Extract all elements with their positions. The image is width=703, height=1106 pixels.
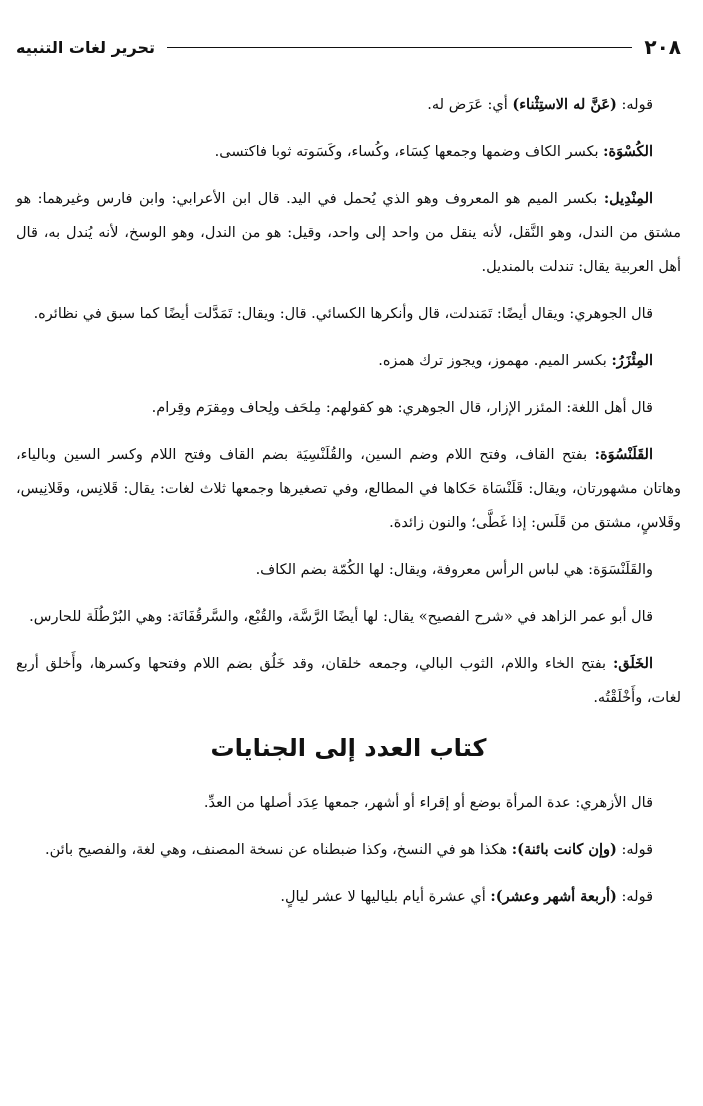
paragraph-text: هكذا هو في النسخ، وكذا ضبطناه عن نسخة المصنف، وهي لغة، والفصيح بائن. <box>45 842 508 858</box>
headword: القَلَنْسُوَة: <box>594 446 654 463</box>
headword: (وإن كانت بائنة): <box>511 841 617 858</box>
paragraph-text: بفتح القاف، وفتح اللام وضم السين، والقُلَنْسِيَة بضم القاف وفتح اللام وكسر السين وبالياء، وهاتان مشهورتان، ويقال: قَلَنْسَاة حَكاها في المطالع، وفي تصغيرها وجمعها ثلاث لغات: يقال: قَلانِس، وقَلانِيس، وقَلاسٍ، مشتق من قَلَس: إذا غَطَّى؛ والنون زائدة. <box>16 447 681 531</box>
page-number: ٢٠٨ <box>644 35 681 59</box>
paragraph-text: قال أبو عمر الزاهد في «شرح الفصيح» يقال: لها أيضًا الرَّسَّة، والقُبْع، والسَّرقُفَانَة: وهي البُرْطُلَة للحارس. <box>29 609 653 625</box>
paragraph <box>16 833 681 867</box>
headword: (أربعة أشهر وعشر): <box>490 888 617 905</box>
paragraph-text: بفتح الخاء واللام، الثوب البالي، وجمعه خلقان، وقد خَلُق بضم اللام وفتحها وكسرها، وأَخلق أربع لغات، وأَخْلَقْتُه. <box>16 656 681 706</box>
paragraph <box>16 786 681 820</box>
paragraph <box>16 553 681 587</box>
paragraph <box>16 88 681 122</box>
headword: المِنْدِيل: <box>603 190 654 207</box>
running-header <box>16 30 681 64</box>
paragraph <box>16 438 681 540</box>
paragraph <box>16 600 681 634</box>
lead-text: قوله: <box>621 97 653 113</box>
paragraph-text: بكسر الميم. مهموز، ويجوز ترك همزه. <box>378 353 607 369</box>
paragraph <box>16 344 681 378</box>
book-title: تحرير لغات التنبيه <box>16 37 156 57</box>
headword: المِئْزَرُ: <box>611 352 653 369</box>
paragraph <box>16 182 681 284</box>
lead-text: قوله: <box>621 842 653 858</box>
headword: الخَلَق: <box>612 655 653 672</box>
paragraph-text: بكسر الميم هو المعروف وهو الذي يُحمل في اليد. قال ابن الأعرابي: وابن فارس وغيرهما: هو مشتق من الندل، وهو النَّقل، لأنه ينقل من واحد إلى واحد، وقيل: هو من الندل، وهو الوسخ، لأنه يُندل به، قال أهل العربية يقال: تندلت بالمنديل. <box>16 191 681 275</box>
headword: الكُسْوَة: <box>603 143 653 160</box>
paragraph-text: والقَلَنْسَوَة: هي لباس الرأس معروفة، ويقال: لها الكُمّة بضم الكاف. <box>255 562 653 578</box>
paragraph-text: قال الأزهري: عدة المرأة بوضع أو إقراء أو أشهر، جمعها عِدَد أصلها من العدِّ. <box>203 795 653 811</box>
paragraph-text: أي: عَرَض له. <box>427 97 508 113</box>
paragraph-text: أي عشرة أيام بلياليها لا عشر ليالٍ. <box>280 889 486 905</box>
paragraph-text: قال الجوهري: ويقال أيضًا: تَمَندلت، قال وأنكرها الكسائي. قال: ويقال: تَمَدَّلت أيضًا كما سبق في نظائره. <box>33 306 653 322</box>
paragraph-text: قال أهل اللغة: المئزر الإزار، قال الجوهري: هو كقولهم: مِلحَف ولِحاف ومِقرَم وقِرام. <box>151 400 653 416</box>
section-heading: كتاب العدد إلى الجنايات <box>210 734 487 762</box>
header-rule <box>167 47 632 48</box>
lead-text: قوله: <box>621 889 653 905</box>
paragraph <box>16 647 681 715</box>
paragraph <box>16 391 681 425</box>
page-body <box>16 88 681 914</box>
paragraph <box>16 880 681 914</box>
paragraph-text: بكسر الكاف وضمها وجمعها كِسَاء، وكُساء، وكَسَوته ثوبا فاكتسى. <box>214 144 599 160</box>
headword: (عَنَّ له الاستِثْناء) <box>512 96 617 113</box>
paragraph <box>16 135 681 169</box>
paragraph <box>16 297 681 331</box>
